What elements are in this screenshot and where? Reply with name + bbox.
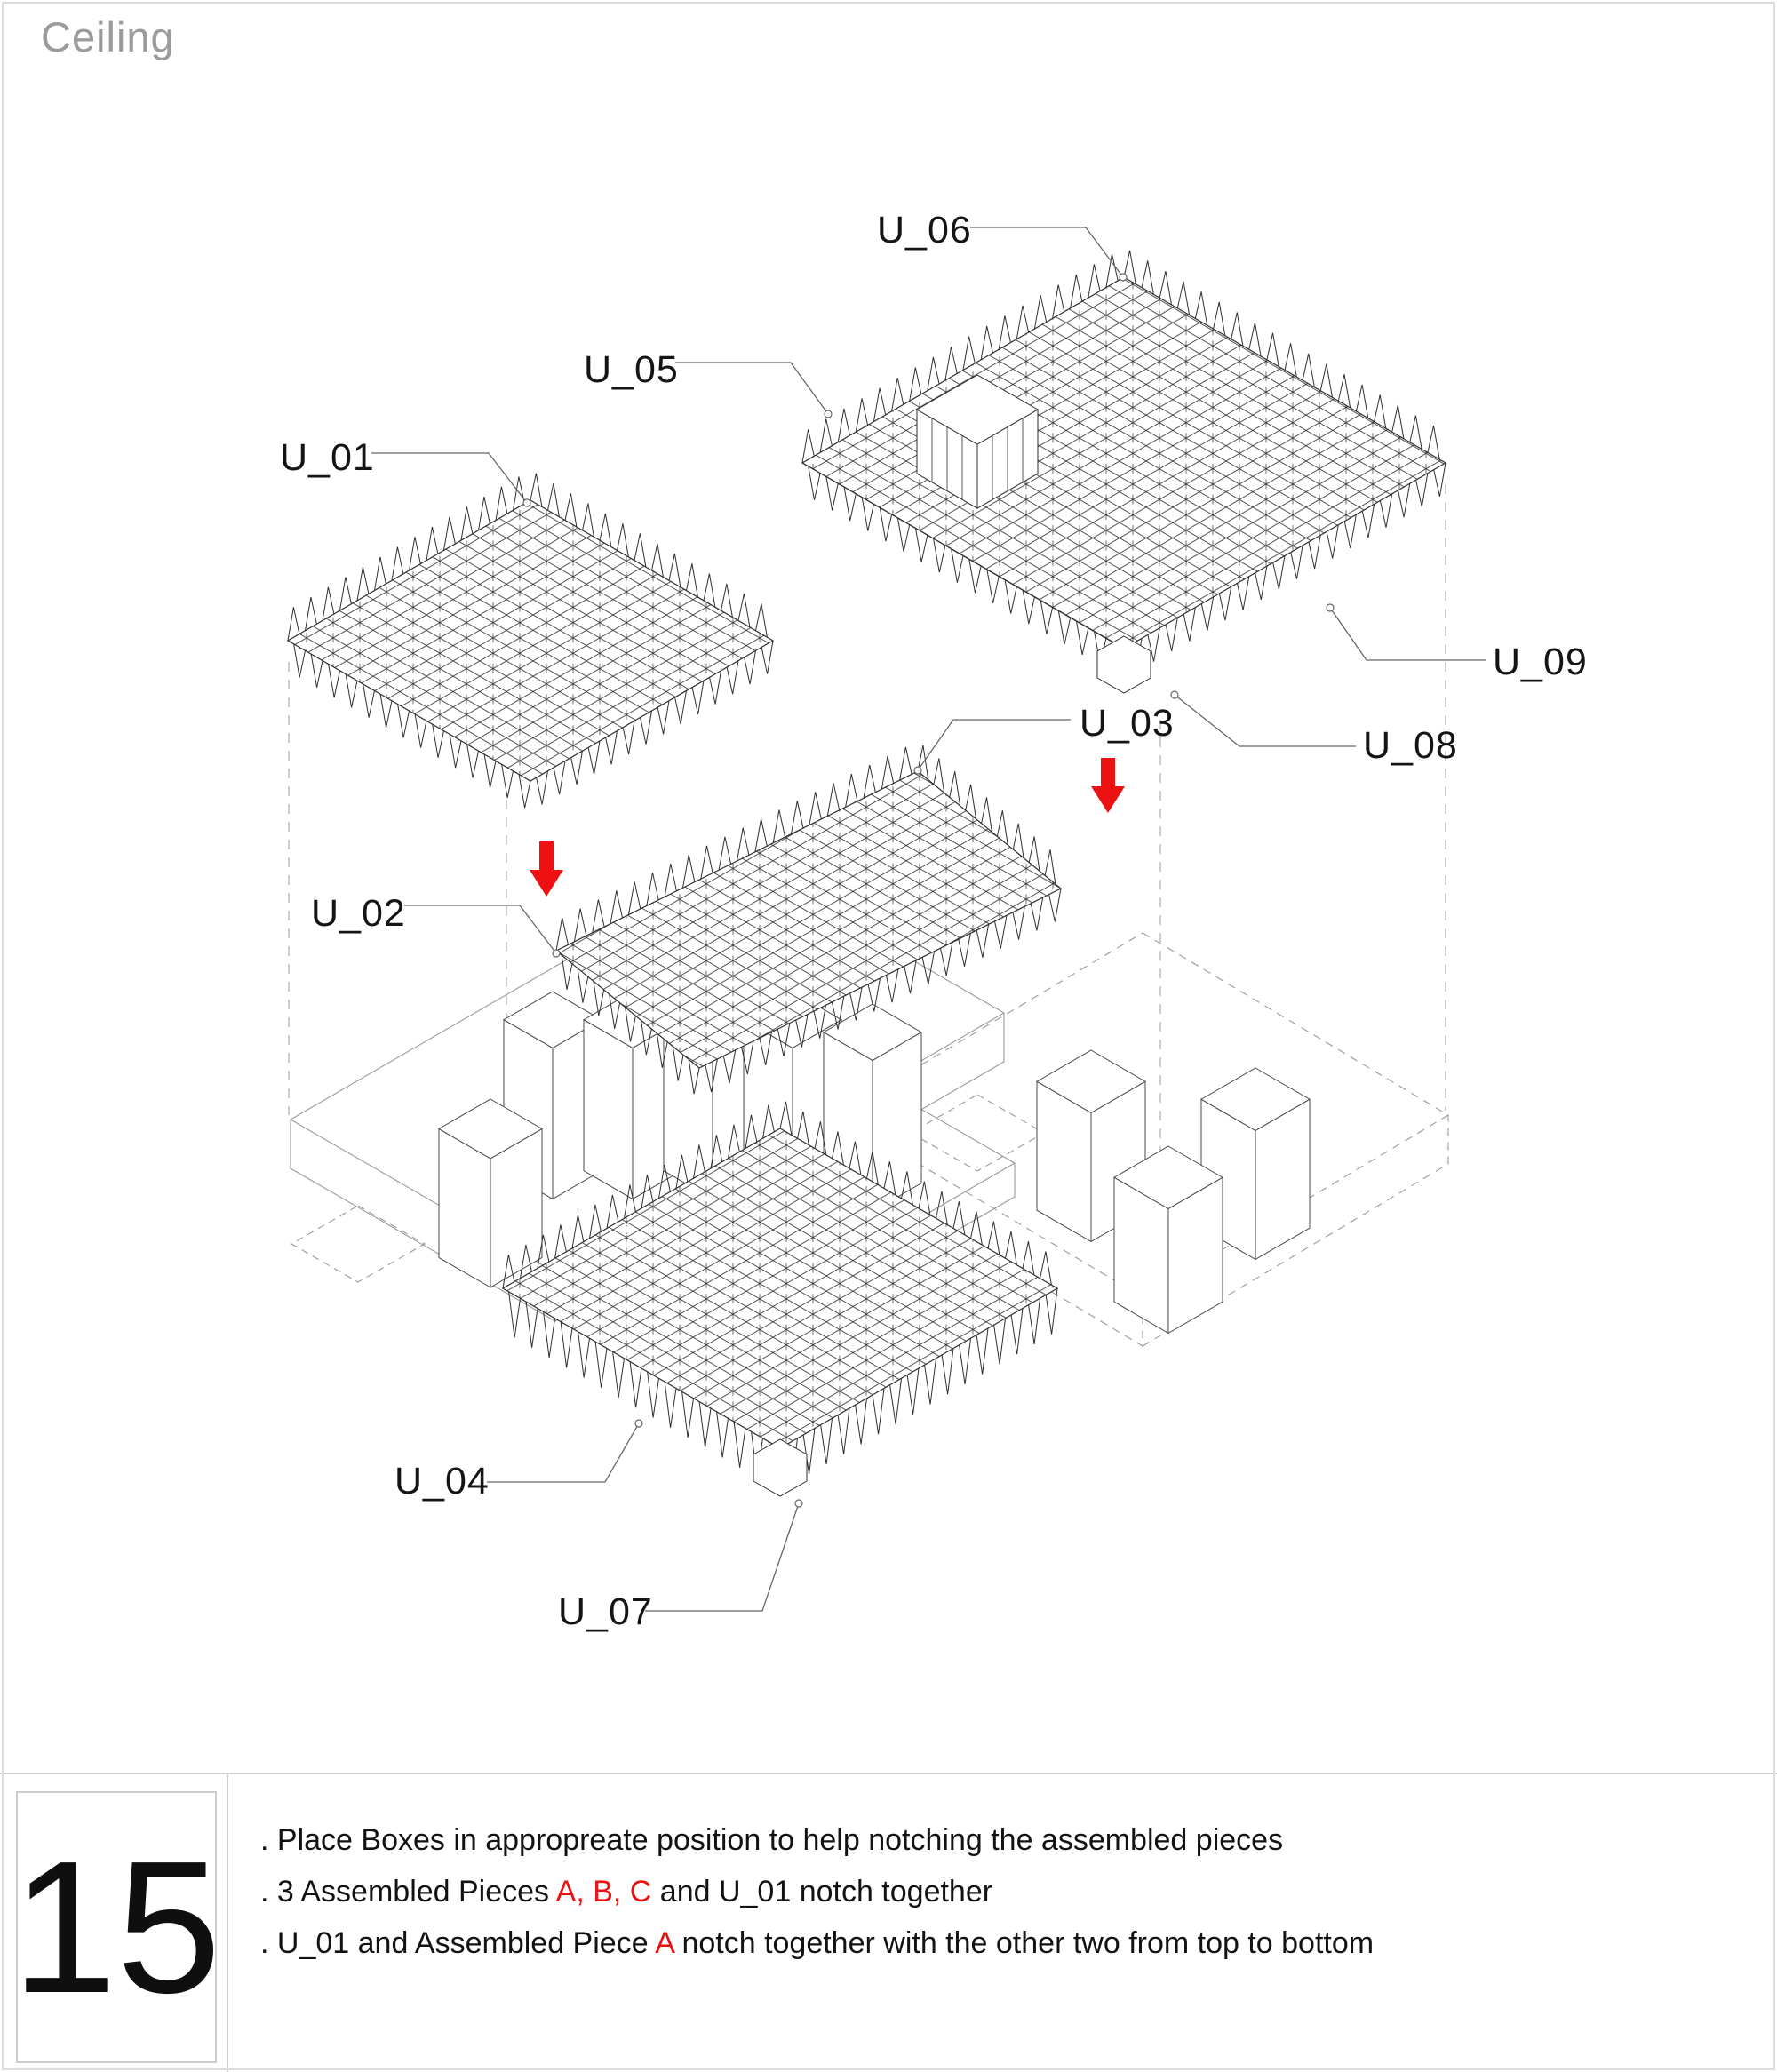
diagram-label-u_02: U_02	[311, 892, 406, 935]
instruction-text: notch together with the other two from top to bottom	[673, 1926, 1375, 1960]
diagram-label-u_05: U_05	[584, 348, 679, 391]
leader-dot	[523, 499, 530, 506]
down-arrow-icon	[530, 841, 563, 897]
diagram-label-u_04: U_04	[394, 1460, 490, 1502]
support-box	[1114, 1146, 1223, 1333]
leader-line	[675, 363, 828, 414]
diagram-label-u_03: U_03	[1080, 702, 1175, 745]
box-footprint	[911, 1095, 1044, 1171]
leader-line	[970, 227, 1123, 277]
leader-line	[645, 1503, 799, 1611]
leader-dot	[553, 950, 560, 957]
leader-line	[404, 905, 556, 953]
instruction-text: . Place Boxes in appropreate position to help notching the assembled pieces	[260, 1823, 1284, 1857]
diagram-label-u_01: U_01	[280, 436, 375, 479]
leader-dot	[1327, 604, 1334, 611]
notch-hexagon	[1097, 636, 1151, 693]
leader-dot	[635, 1420, 642, 1427]
band-divider	[227, 1774, 228, 2072]
instruction-highlight: A	[655, 1926, 673, 1960]
page-title: Ceiling	[41, 13, 175, 60]
instruction-text: . 3 Assembled Pieces	[260, 1875, 556, 1909]
instruction-line	[260, 1917, 1717, 1969]
diagram-label-u_07: U_07	[558, 1590, 653, 1633]
down-arrow-icon	[1091, 758, 1125, 813]
support-box	[439, 1099, 542, 1287]
instruction-highlight: A, B, C	[555, 1875, 652, 1909]
leader-line	[1330, 608, 1486, 660]
leader-line	[918, 720, 1071, 770]
leader-dot	[795, 1500, 802, 1507]
instruction-line	[260, 1814, 1717, 1866]
leader-dot	[1120, 274, 1127, 281]
step-number: 15	[12, 1821, 221, 2032]
instruction-line	[260, 1866, 1717, 1917]
leader-line	[487, 1423, 639, 1482]
leader-dot	[1171, 691, 1178, 698]
step-number-box	[12, 1791, 221, 2063]
panel-u05-u06	[802, 251, 1446, 675]
leader-dot	[914, 767, 921, 774]
box-footprint	[291, 1206, 425, 1282]
leader-dot	[825, 410, 832, 418]
diagram-label-u_06: U_06	[877, 209, 972, 251]
leader-line	[1175, 695, 1356, 746]
panel-u01	[288, 474, 773, 809]
diagram-label-u_09: U_09	[1493, 641, 1588, 683]
instruction-list	[260, 1814, 1717, 1969]
instruction-text: . U_01 and Assembled Piece	[260, 1926, 656, 1960]
diagram-label-u_08: U_08	[1363, 724, 1458, 767]
instruction-text: and U_01 notch together	[651, 1875, 993, 1909]
